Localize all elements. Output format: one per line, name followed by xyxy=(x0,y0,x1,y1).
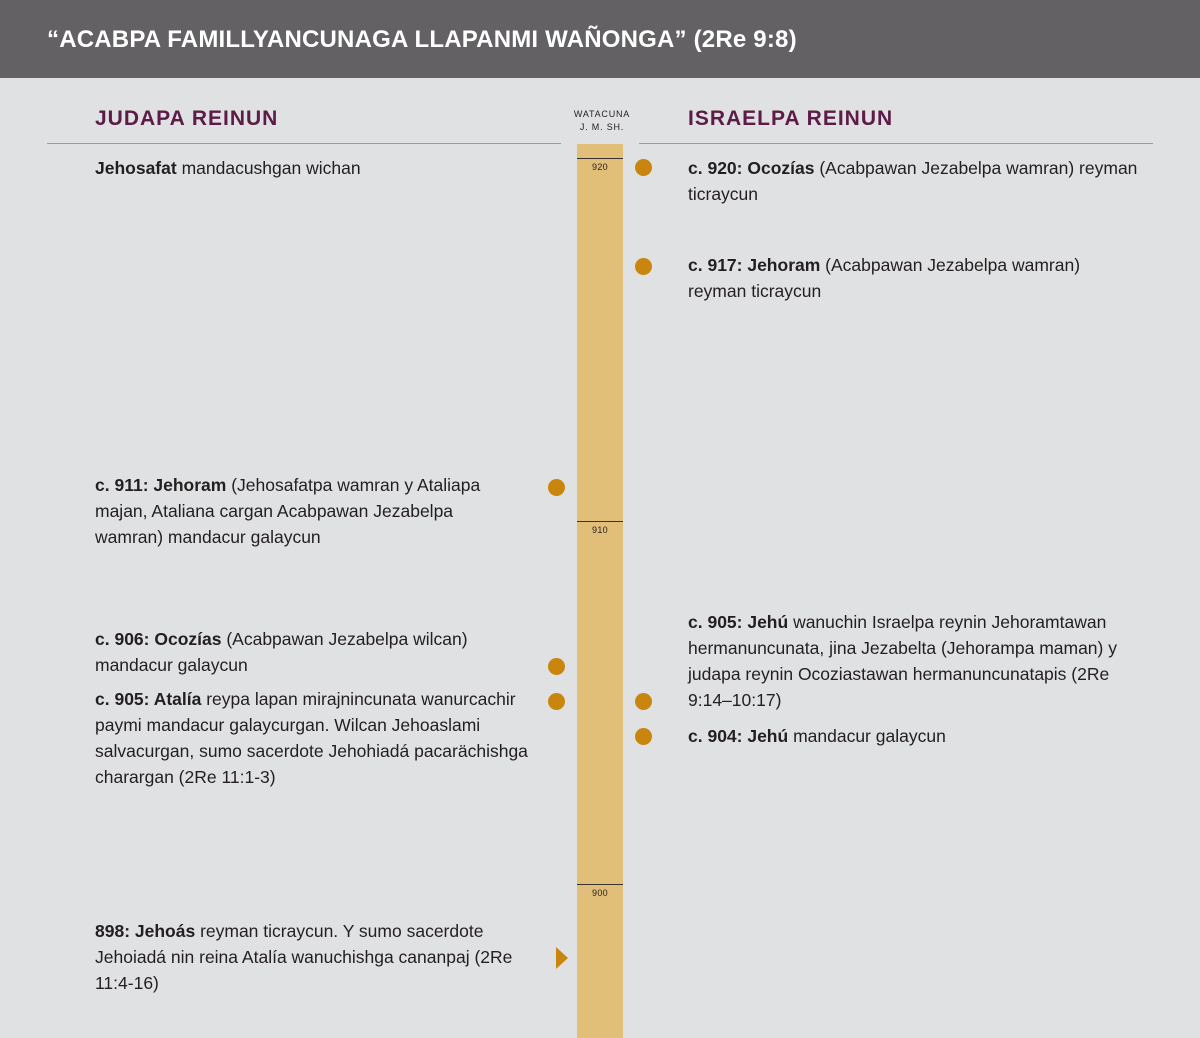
judah-event-atalia xyxy=(95,686,535,790)
israel-event-jehu-reigns xyxy=(688,723,1148,749)
event-title: c. 904: Jehú xyxy=(688,726,789,746)
event-title: c. 905: Atalía xyxy=(95,689,202,709)
judah-event-marker-dot xyxy=(548,479,565,496)
event-text: mandacur galaycun xyxy=(788,726,946,746)
event-text: wanuchin Israelpa reynin Jehoramtawan hermanuncunata, jina Jezabelta (Jehorampa maman) y judapa reynin Ocoziastawan hermanuncunatapis (2Re 9:14–10:17) xyxy=(688,612,1117,710)
page-title: “ACABPA FAMILLYANCUNAGA LLAPANMI WAÑONGA” (2Re 9:8) xyxy=(47,26,797,53)
judah-event-jehosafat xyxy=(95,155,545,181)
event-text: (Acabpawan Jezabelpa wamran) reyman ticraycun xyxy=(688,158,1138,204)
event-text: mandacushgan wichan xyxy=(176,158,361,178)
judah-column-rule xyxy=(47,143,561,144)
timeline-tick-920 xyxy=(577,158,623,159)
judah-event-ocozias xyxy=(95,626,525,678)
israel-event-jehu-kills xyxy=(688,609,1148,713)
judah-event-marker-dot xyxy=(548,658,565,675)
event-title: Jehosafat xyxy=(95,158,177,178)
timeline-tick-900 xyxy=(577,884,623,885)
event-text: (Acabpawan Jezabelpa wilcan) mandacur galaycun xyxy=(95,629,468,675)
header-bar xyxy=(0,0,1200,78)
event-title: c. 905: Jehú xyxy=(688,612,789,632)
event-title: 898: Jehoás xyxy=(95,921,196,941)
event-title: c. 920: Ocozías xyxy=(688,158,815,178)
judah-event-jehoas xyxy=(95,918,525,996)
years-axis-label-line1: WATACUNA xyxy=(573,109,631,119)
judah-event-marker-triangle xyxy=(556,947,568,969)
israel-event-marker-dot xyxy=(635,159,652,176)
timeline-tick-label-910: 910 xyxy=(592,525,608,535)
years-axis-label-line2: J. M. SH. xyxy=(579,122,625,132)
timeline-tick-label-900: 900 xyxy=(592,888,608,898)
timeline-tick-910 xyxy=(577,521,623,522)
event-text: reyman ticraycun. Y sumo sacerdote Jehoiadá nin reina Atalía wanuchishga cananpaj (2Re 11:4-16) xyxy=(95,921,513,993)
event-title: c. 917: Jehoram xyxy=(688,255,821,275)
israel-event-marker-dot xyxy=(635,728,652,745)
timeline-tick-label-920: 920 xyxy=(592,162,608,172)
judah-column-title: JUDAPA REINUN xyxy=(95,107,279,130)
israel-column-title: ISRAELPA REINUN xyxy=(688,107,894,130)
israel-event-marker-dot xyxy=(635,693,652,710)
israel-event-jehoram xyxy=(688,252,1128,304)
israel-column-rule xyxy=(639,143,1153,144)
event-title: c. 911: Jehoram xyxy=(95,475,227,495)
event-text: (Acabpawan Jezabelpa wamran) reyman ticraycun xyxy=(688,255,1081,301)
timeline-bar xyxy=(577,144,623,1038)
judah-event-jehoram xyxy=(95,472,525,550)
event-text: reypa lapan mirajnincunata wanurcachir paymi mandacur galaycurgan. Wilcan Jehoaslami salvacurgan, sumo sacerdote Jehohiadá pacarächishga charargan (2Re 11:1-3) xyxy=(95,689,528,787)
event-title: c. 906: Ocozías xyxy=(95,629,222,649)
years-axis-label xyxy=(562,108,642,134)
event-text: (Jehosafatpa wamran y Ataliapa majan, Ataliana cargan Acabpawan Jezabelpa wamran) mandacur galaycun xyxy=(95,475,481,547)
israel-event-marker-dot xyxy=(635,258,652,275)
israel-event-ocozias xyxy=(688,155,1168,207)
judah-event-marker-dot xyxy=(548,693,565,710)
